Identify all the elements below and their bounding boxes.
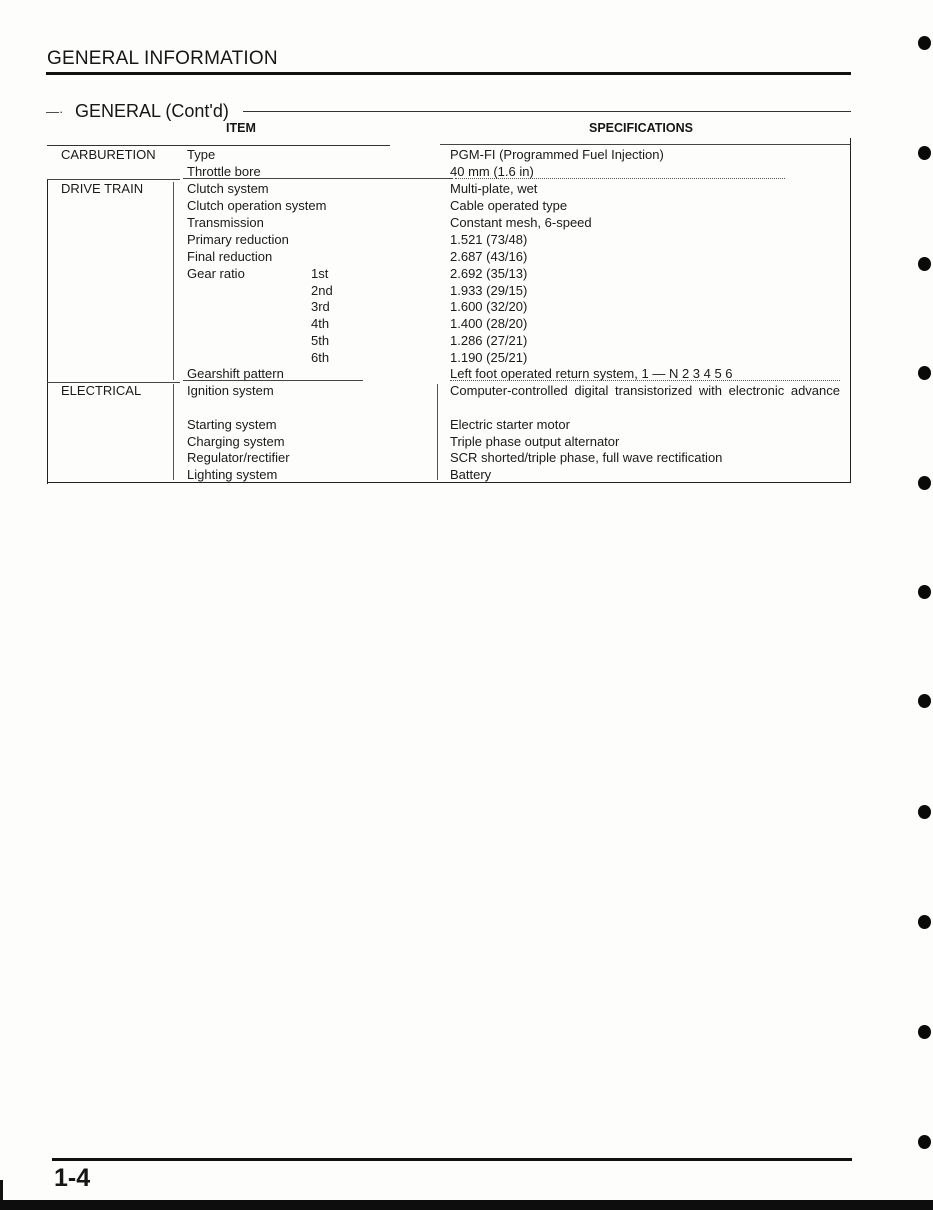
gear-label: 3rd [311,299,330,314]
binder-hole-mark [918,805,931,819]
spec-gear-ratio: 1.190 (25/21) [450,350,528,365]
item-lighting-system: Lighting system [187,467,278,482]
spec-gear-ratio: 2.692 (35/13) [450,266,528,281]
spec-gear-ratio: 1.933 (29/15) [450,283,528,298]
item-throttle-bore: Throttle bore [187,164,261,179]
scan-edge-mark [0,1180,3,1202]
spec-gear-ratio: 1.600 (32/20) [450,299,528,314]
spec-final-reduction: 2.687 (43/16) [450,249,528,264]
table-top-rule [47,145,390,146]
binder-hole-mark [918,476,931,490]
footer-rule [52,1158,852,1161]
binder-hole-mark [918,585,931,599]
column-divider [173,182,174,380]
gear-label: 2nd [311,283,333,298]
spec-gear-ratio: 1.286 (27/21) [450,333,528,348]
item-starting-system: Starting system [187,417,277,432]
table-top-rule-right [440,144,851,145]
spec-clutch-operation: Cable operated type [450,198,568,213]
spec-primary-reduction: 1.521 (73/48) [450,232,528,247]
group-label-electrical: ELECTRICAL [61,383,142,398]
section-title: GENERAL (Cont'd) [75,101,229,121]
group-separator [47,179,180,180]
binder-hole-mark [918,1135,931,1149]
group-label-drive-train: DRIVE TRAIN [61,181,144,196]
item-transmission: Transmission [187,215,264,230]
header-rule [46,72,851,75]
binder-hole-mark [918,1025,931,1039]
scan-bottom-edge [0,1200,933,1210]
spec-ignition-system: Computer-controlled digital transistorized with electronic advance [450,383,840,398]
gear-label: 4th [311,316,330,331]
item-clutch-system: Clutch system [187,181,269,196]
section-rule [243,111,851,112]
binder-hole-mark [918,694,931,708]
item-charging-system: Charging system [187,434,285,449]
gear-label: 1st [311,266,329,281]
table-bottom-border [47,482,851,483]
item-gear-ratio: Gear ratio [187,266,245,281]
group-label-carburetion: CARBURETION [61,147,156,162]
item-type: Type [187,147,216,162]
table-left-border [47,180,48,484]
column-divider [173,384,174,480]
spec-clutch-system: Multi-plate, wet [450,181,538,196]
binder-hole-mark [918,36,931,50]
table-right-border [850,138,851,483]
column-divider [437,384,438,480]
spec-lighting-system: Battery [450,467,492,482]
spec-type: PGM-FI (Programmed Fuel Injection) [450,147,664,162]
spec-gearshift-pattern: Left foot operated return system, 1 — N 2 3 4 5 6 [450,366,733,381]
column-header-item: ITEM [226,121,256,135]
item-primary-reduction: Primary reduction [187,232,289,247]
item-gearshift-pattern: Gearshift pattern [187,366,284,381]
binder-hole-mark [918,257,931,271]
page-header-title: GENERAL INFORMATION [47,48,278,69]
spec-charging-system: Triple phase output alternator [450,434,620,449]
spec-transmission: Constant mesh, 6-speed [450,215,592,230]
item-regulator-rectifier: Regulator/rectifier [187,450,290,465]
item-clutch-operation: Clutch operation system [187,198,327,213]
item-final-reduction: Final reduction [187,249,273,264]
binder-hole-mark [918,366,931,380]
spec-regulator-rectifier: SCR shorted/triple phase, full wave rectification [450,450,723,465]
binder-hole-mark [918,146,931,160]
spec-starting-system: Electric starter motor [450,417,570,432]
binder-hole-mark [918,915,931,929]
page-number: 1-4 [54,1164,91,1192]
section-dash: —· [46,104,64,119]
item-ignition-system: Ignition system [187,383,274,398]
gear-label: 6th [311,350,330,365]
spec-gear-ratio: 1.400 (28/20) [450,316,528,331]
column-header-specifications: SPECIFICATIONS [589,121,693,135]
spec-throttle-bore: 40 mm (1.6 in) [450,164,534,179]
gear-label: 5th [311,333,330,348]
